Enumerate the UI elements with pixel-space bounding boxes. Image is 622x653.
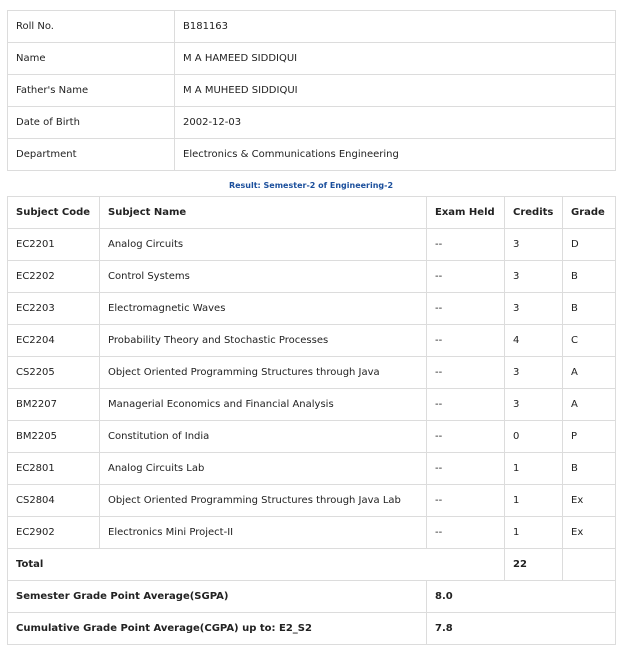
credits: 4: [505, 325, 563, 357]
grade: B: [563, 293, 616, 325]
subject-name: Probability Theory and Stochastic Processes: [100, 325, 427, 357]
exam-held: --: [427, 389, 505, 421]
credits: 3: [505, 261, 563, 293]
department-value: Electronics & Communications Engineering: [175, 139, 616, 171]
subject-name: Control Systems: [100, 261, 427, 293]
credits: 1: [505, 485, 563, 517]
total-credits: 22: [505, 549, 563, 581]
student-row-roll-no: [8, 11, 616, 43]
grade: A: [563, 357, 616, 389]
subject-code: EC2202: [8, 261, 100, 293]
table-row: [8, 389, 616, 421]
subject-name: Electromagnetic Waves: [100, 293, 427, 325]
credits: 3: [505, 293, 563, 325]
result-title: Result: Semester-2 of Engineering-2: [228, 181, 394, 190]
roll-no-value: B181163: [175, 11, 616, 43]
grade: Ex: [563, 517, 616, 549]
subject-name: Object Oriented Programming Structures through Java: [100, 357, 427, 389]
subject-code: EC2902: [8, 517, 100, 549]
sgpa-label: Semester Grade Point Average(SGPA): [8, 581, 427, 613]
credits: 3: [505, 357, 563, 389]
credits: 0: [505, 421, 563, 453]
subject-code: EC2801: [8, 453, 100, 485]
exam-held: --: [427, 357, 505, 389]
grade: B: [563, 453, 616, 485]
subject-name: Constitution of India: [100, 421, 427, 453]
header-grade: Grade: [563, 197, 616, 229]
table-row: [8, 517, 616, 549]
grade: B: [563, 261, 616, 293]
fathers-name-value: M A MUHEED SIDDIQUI: [175, 75, 616, 107]
header-subject-name: Subject Name: [100, 197, 427, 229]
exam-held: --: [427, 517, 505, 549]
subject-name: Analog Circuits: [100, 229, 427, 261]
name-label: Name: [8, 43, 175, 75]
grade: P: [563, 421, 616, 453]
student-details-table: [7, 10, 616, 171]
dob-value: 2002-12-03: [175, 107, 616, 139]
table-row: [8, 325, 616, 357]
student-row-name: [8, 43, 616, 75]
header-subject-code: Subject Code: [8, 197, 100, 229]
grade: A: [563, 389, 616, 421]
total-row: [8, 549, 616, 581]
cgpa-value: 7.8: [427, 613, 616, 645]
header-exam-held: Exam Held: [427, 197, 505, 229]
table-row: [8, 293, 616, 325]
subject-code: CS2205: [8, 357, 100, 389]
exam-held: --: [427, 293, 505, 325]
student-row-department: [8, 139, 616, 171]
grade: D: [563, 229, 616, 261]
subject-code: BM2205: [8, 421, 100, 453]
fathers-name-label: Father's Name: [8, 75, 175, 107]
subject-code: BM2207: [8, 389, 100, 421]
credits: 1: [505, 517, 563, 549]
grade: Ex: [563, 485, 616, 517]
subject-name: Analog Circuits Lab: [100, 453, 427, 485]
total-label: Total: [8, 549, 505, 581]
dob-label: Date of Birth: [8, 107, 175, 139]
credits: 3: [505, 229, 563, 261]
subject-code: EC2201: [8, 229, 100, 261]
subject-name: Electronics Mini Project-II: [100, 517, 427, 549]
grades-header-row: [8, 197, 616, 229]
table-row: [8, 229, 616, 261]
exam-held: --: [427, 453, 505, 485]
exam-held: --: [427, 325, 505, 357]
exam-held: --: [427, 485, 505, 517]
table-row: [8, 357, 616, 389]
subject-name: Object Oriented Programming Structures through Java Lab: [100, 485, 427, 517]
department-label: Department: [8, 139, 175, 171]
exam-held: --: [427, 229, 505, 261]
grades-table: [7, 196, 616, 645]
student-row-dob: [8, 107, 616, 139]
subject-name: Managerial Economics and Financial Analysis: [100, 389, 427, 421]
exam-held: --: [427, 421, 505, 453]
subject-code: CS2804: [8, 485, 100, 517]
table-row: [8, 453, 616, 485]
subject-code: EC2203: [8, 293, 100, 325]
cgpa-label: Cumulative Grade Point Average(CGPA) up to: E2_S2: [8, 613, 427, 645]
subject-code: EC2204: [8, 325, 100, 357]
name-value: M A HAMEED SIDDIQUI: [175, 43, 616, 75]
table-row: [8, 485, 616, 517]
credits: 1: [505, 453, 563, 485]
table-row: [8, 261, 616, 293]
cgpa-row: [8, 613, 616, 645]
sgpa-row: [8, 581, 616, 613]
exam-held: --: [427, 261, 505, 293]
student-row-fathers-name: [8, 75, 616, 107]
credits: 3: [505, 389, 563, 421]
roll-no-label: Roll No.: [8, 11, 175, 43]
total-grade-empty: [563, 549, 616, 581]
header-credits: Credits: [505, 197, 563, 229]
sgpa-value: 8.0: [427, 581, 616, 613]
grade: C: [563, 325, 616, 357]
table-row: [8, 421, 616, 453]
